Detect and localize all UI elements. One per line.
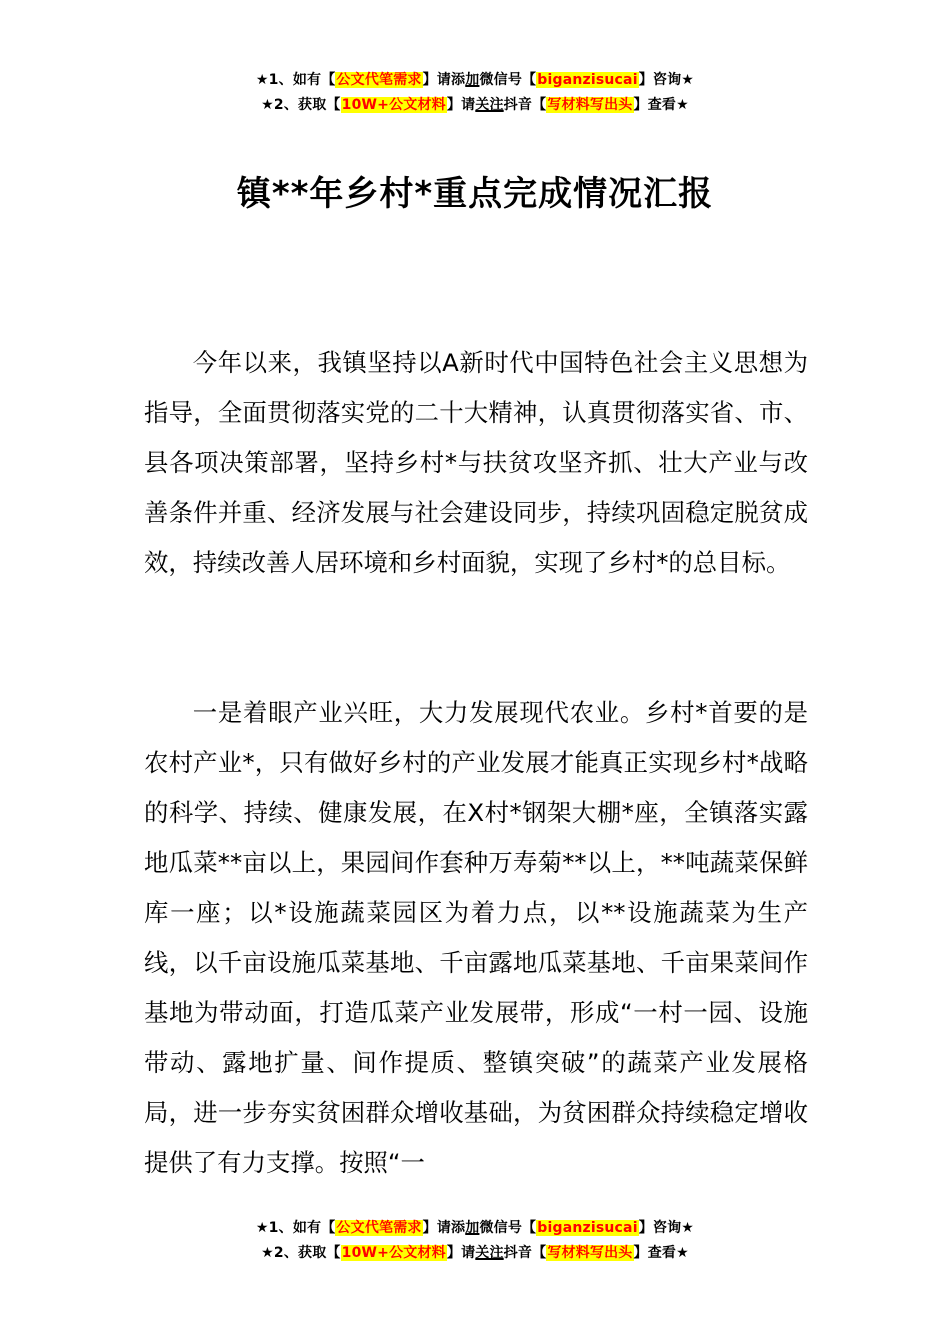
promo-text: ★1、如有【 [255, 1220, 336, 1236]
footer-promo-banner [0, 1216, 950, 1266]
promo-text: 】咨询★ [638, 1220, 695, 1236]
promo-douyin-id: 写材料写出头 [547, 97, 633, 113]
promo-text: 抖音【 [503, 1245, 547, 1261]
promo-highlight: 公文代笔需求 [336, 1220, 422, 1236]
promo-underline: 关注 [475, 1245, 504, 1261]
promo-highlight: 公文代笔需求 [336, 72, 422, 88]
promo-line-1 [0, 1216, 950, 1241]
document-title: 镇**年乡村*重点完成情况汇报 [236, 173, 714, 214]
body-paragraph-industry: 一是着眼产业兴旺，大力发展现代农业。乡村*首要的是农村产业*，只有做好乡村的产业发展才能真正实现乡村*战略的科学、持续、健康发展，在X村*钢架大棚*座，全镇落实露地瓜菜**亩以上，果园间作套种万寿菊**以上，**吨蔬菜保鲜库一座；以*设施蔬菜园区为着力点，以**设施蔬菜为生产线，以千亩设施瓜菜基地、千亩露地瓜菜基地、千亩果菜间作基地为带动面，打造瓜菜产业发展带，形成“一村一园、设施带动、露地扩量、间作提质、整镇突破”的蔬菜产业发展格局，进一步夯实贫困群众增收基础，为贫困群众持续稳定增收提供了有力支撑。按照“一 [144, 698, 808, 1177]
promo-wechat-id: biganzisucai [537, 1220, 638, 1236]
promo-line-1 [0, 68, 950, 93]
promo-text: 微信号【 [479, 1220, 537, 1236]
promo-underline: 关注 [475, 97, 504, 113]
body-paragraph-intro: 今年以来，我镇坚持以A新时代中国特色社会主义思想为指导，全面贯彻落实党的二十大精神，认真贯彻落实省、市、县各项决策部署，坚持乡村*与扶贫攻坚齐抓、壮大产业与改善条件并重、经济发展与社会建设同步，持续巩固稳定脱贫成效，持续改善人居环境和乡村面貌，实现了乡村*的总目标。 [144, 348, 808, 577]
promo-text: 抖音【 [503, 97, 547, 113]
promo-line-2 [0, 93, 950, 118]
header-promo-banner [0, 68, 950, 118]
promo-underline: 加 [465, 1220, 480, 1236]
promo-line-2 [0, 1241, 950, 1266]
promo-text: ★1、如有【 [255, 72, 336, 88]
promo-highlight: 10W+公文材料 [341, 97, 446, 113]
promo-text: 】咨询★ [638, 72, 695, 88]
promo-text: ★2、获取【 [261, 97, 341, 113]
promo-wechat-id: biganzisucai [537, 72, 638, 88]
promo-text: 】请 [446, 97, 476, 113]
promo-text: 】请添 [422, 1220, 466, 1236]
promo-text: ★2、获取【 [261, 1245, 341, 1261]
promo-text: 微信号【 [479, 72, 537, 88]
promo-text: 】查看★ [633, 1245, 689, 1261]
promo-text: 】请添 [422, 72, 466, 88]
promo-douyin-id: 写材料写出头 [547, 1245, 633, 1261]
promo-highlight: 10W+公文材料 [341, 1245, 446, 1261]
promo-text: 】请 [446, 1245, 476, 1261]
promo-text: 】查看★ [633, 97, 689, 113]
promo-underline: 加 [465, 72, 480, 88]
